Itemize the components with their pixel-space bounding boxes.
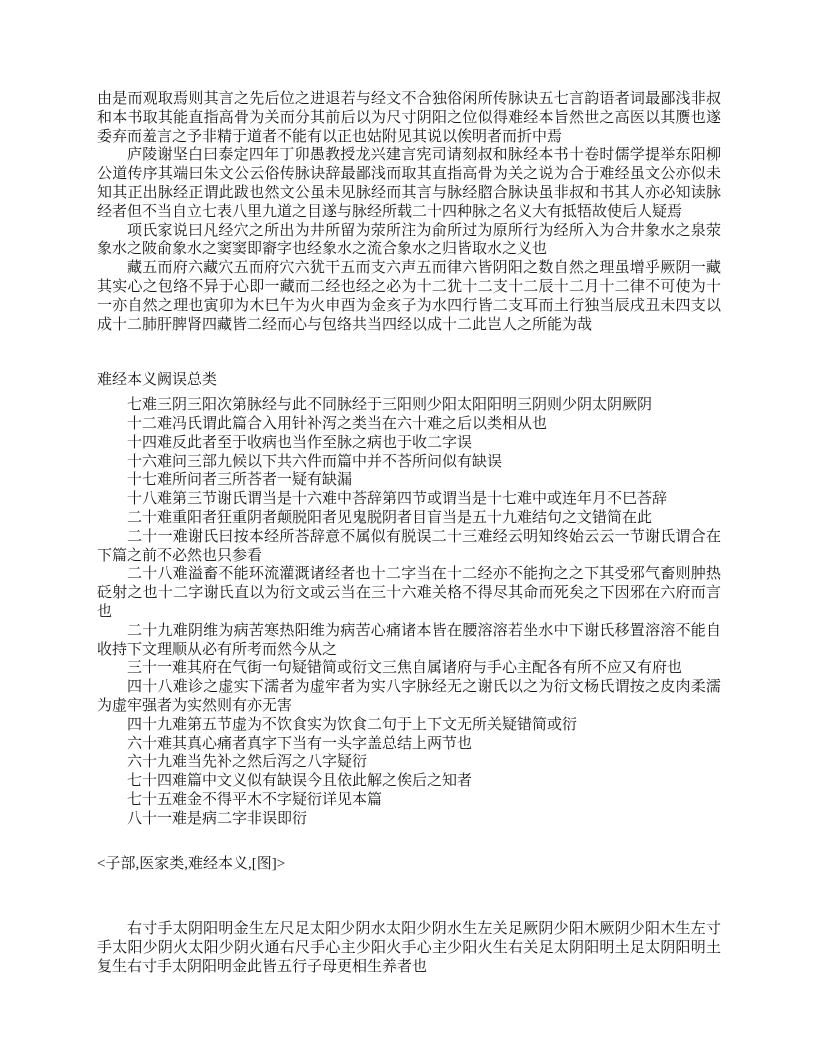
errata-item: 七难三阴三阳次第脉经与此不同脉经于三阳则少阳太阳阳明三阴则少阴太阴厥阴 bbox=[127, 397, 653, 414]
body-paragraph: 藏五而府六藏穴五而府穴六犹干五而支六声五而律六皆阴阳之数自然之理虽增乎厥阴一藏其实心之包络不异于心即一藏而二经也经之必为十二犹十二支十二辰十二月十二律不可使为十一亦自然之理也寅卯为木巳午为火申酉为金亥子为水四行皆二支耳而土行独当辰戌丑未四支以成十二肺肝脾肾四藏皆二经而心与包络共当四经以成十二此岂人之所能为哉 bbox=[97, 260, 721, 333]
errata-item: 二十一难谢氏曰按本经所荅辞意不属似有脱误二十三难经云明知终始云云一节谢氏谓合在下篇之前不必然也只参看 bbox=[97, 528, 721, 564]
errata-section-title: 难经本义阙误总类 bbox=[97, 372, 218, 389]
errata-item: 四十八难诊之虚实下濡者为虚牢者为实八字脉经无之谢氏以之为衍文杨氏谓按之皮肉柔濡为虚牢强者为实然则有亦无害 bbox=[97, 679, 721, 714]
errata-item: 六十难其真心痛者真字下当有一头字盖总结上两节也 bbox=[127, 735, 473, 752]
errata-item: 八十一难是病二字非误即衍 bbox=[127, 810, 308, 827]
errata-item: 十七难所问者三所荅者一疑有缺漏 bbox=[127, 472, 353, 489]
body-paragraph: 项氏家说曰凡经穴之所出为井所留为荥所注为俞所过为原所行为经所入为合井象水之泉荥象水之陂俞象水之窦窦即窬字也经象水之流合象水之归皆取水之义也 bbox=[97, 222, 721, 258]
catalog-tag: <子部,医家类,难经本义,[图]> bbox=[97, 856, 286, 873]
errata-item: 二十八难溢畜不能环流灌溉诸经者也十二字当在十二经亦不能拘之之下其受邪气畜则肿热砭射之也十二字谢氏直以为衍文或云当在三十六难关格不得尽其命而死矣之下因邪在六府而言也 bbox=[97, 566, 721, 620]
errata-item: 七十五难金不得平木不字疑衍详见本篇 bbox=[127, 791, 383, 808]
errata-item: 六十九难当先补之然后泻之八字疑衍 bbox=[127, 754, 368, 771]
errata-item: 十六难问三部九候以下共六件而篇中并不荅所问似有缺误 bbox=[127, 453, 503, 470]
body-paragraph: 庐陵谢坚白曰泰定四年丁卯愚教授龙兴建言宪司请刻叔和脉经本书十卷时儒学提举东阳柳公道传序其端曰朱文公云俗传脉诀辞最鄙浅而取其直指高骨为关之说为合于难经虽文公亦似未知其正出脉经正谓此跋也然文公虽未见脉经而其言与脉经脗合脉诀虽非叔和书其人亦必知读脉经者但不当自立七表八里九道之目遂与脉经所载二十四种脉之名义大有抵牾故使后人疑焉 bbox=[97, 147, 721, 220]
errata-item: 四十九难第五节虚为不饮食实为饮食二句于上下文无所关疑错简或衍 bbox=[127, 716, 578, 733]
errata-item: 二十九难阴维为病苦寒热阳维为病苦心痛诸本皆在腰溶溶若坐水中下谢氏移置溶溶不能自收持下文理顺从必有所考而然今从之 bbox=[97, 622, 721, 658]
errata-item: 二十难重阳者狂重阴者颠脱阳者见鬼脱阴者目盲当是五十九难结句之文错简在此 bbox=[127, 509, 653, 526]
errata-item: 七十四难篇中文义似有缺误今且依此解之俟后之知者 bbox=[127, 773, 473, 790]
errata-item: 十八难第三节谢氏谓当是十六难中荅辞第四节或谓当是十七难中或连年月不巳荅辞 bbox=[127, 491, 668, 508]
errata-item: 三十一难其府在气街一句疑错简或衍文三焦自属诸府与手心主配各有所不应又有府也 bbox=[127, 660, 683, 677]
errata-list bbox=[97, 396, 721, 828]
closing-paragraph: 右寸手太阴阳明金生左尺足太阳少阴水太阳少阴水生左关足厥阴少阳木厥阴少阳木生左寸手太阳少阴火太阳少阴火通右尺手心主少阳火手心主少阳火生右关足太阴阳明土足太阴阳明土复生右寸手太阴阳明金此皆五行子母更相生养者也 bbox=[97, 921, 721, 975]
errata-item: 十四难反此者至于收病也当作至脉之病也于收二字误 bbox=[127, 434, 473, 451]
errata-item: 十二难冯氏谓此篇合入用针补泻之类当在六十难之后以类相从也 bbox=[127, 415, 548, 432]
body-paragraph: 由是而观取焉则其言之先后位之进退若与经文不合独俗闲所传脉诀五七言韵语者词最鄙浅非叔和本书取其能直指高骨为关而分其前后以为尺寸阴阳之位似得难经本旨然世之高医以其赝也遂委弃而羞言之予非精于道者不能有以正也姑附见其说以俟明者而折中焉 bbox=[97, 91, 721, 145]
